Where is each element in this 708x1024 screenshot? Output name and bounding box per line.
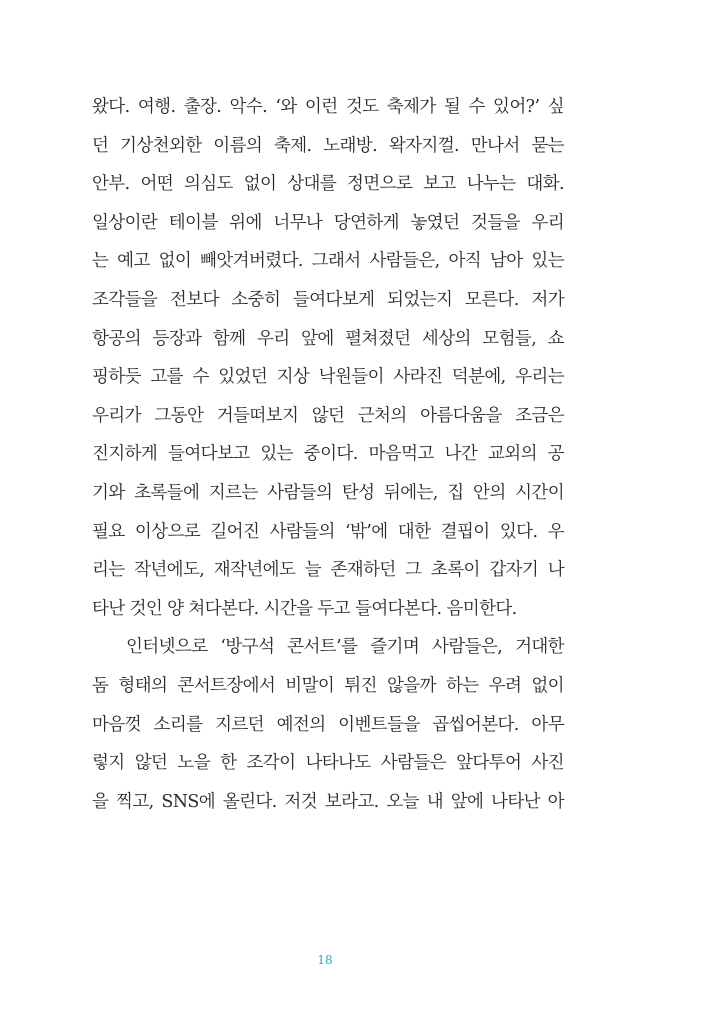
text-line: 안부. 어떤 의심도 없이 상대를 정면으로 보고 나누는 대화.	[92, 174, 564, 195]
text-line: 마음껏 소리를 지르던 예전의 이벤트들을 곱씹어본다. 아무	[92, 714, 564, 735]
text-line: 기와 초록들에 지르는 사람들의 탄성 뒤에는, 집 안의 시간이	[92, 482, 564, 503]
text-line: 리는 작년에도, 재작년에도 늘 존재하던 그 초록이 갑자기 나	[92, 560, 564, 581]
text-line: 을 찍고, SNS에 올린다. 저것 보라고. 오늘 내 앞에 나타난 아	[92, 791, 564, 812]
text-line: 렇지 않던 노을 한 조각이 나타나도 사람들은 앞다투어 사진	[92, 753, 564, 774]
text-line: 돔 형태의 콘서트장에서 비말이 튀진 않을까 하는 우려 없이	[92, 675, 564, 696]
paragraph-2	[92, 628, 564, 821]
text-line: 항공의 등장과 함께 우리 앞에 펼쳐졌던 세상의 모험들, 쇼	[92, 328, 564, 349]
text-line: 조각들을 전보다 소중히 들여다보게 되었는지 모른다. 저가	[92, 289, 564, 310]
paragraph-1	[92, 88, 564, 628]
text-line: 던 기상천외한 이름의 축제. 노래방. 왁자지껄. 만나서 묻는	[92, 135, 564, 156]
text-line: 왔다. 여행. 출장. 악수. ‘와 이런 것도 축제가 될 수 있어?’ 싶	[92, 97, 564, 117]
body-text	[92, 88, 564, 821]
text-line: 필요 이상으로 길어진 사람들의 ‘밖’에 대한 결핍이 있다. 우	[92, 521, 564, 542]
text-line: 진지하게 들여다보고 있는 중이다. 마음먹고 나간 교외의 공	[92, 444, 564, 465]
text-line: 핑하듯 고를 수 있었던 지상 낙원들이 사라진 덕분에, 우리는	[92, 367, 564, 388]
text-line: 타난 것인 양 쳐다본다. 시간을 두고 들여다본다. 음미한다.	[92, 598, 517, 619]
text-line: 일상이란 테이블 위에 너무나 당연하게 놓였던 것들을 우리	[92, 212, 564, 233]
text-line: 우리가 그동안 거들떠보지 않던 근처의 아름다움을 조금은	[92, 405, 564, 426]
text-line: 인터넷으로 ‘방구석 콘서트’를 즐기며 사람들은, 거대한	[126, 637, 564, 658]
page-number: 18	[317, 953, 333, 967]
text-line: 는 예고 없이 빼앗겨버렸다. 그래서 사람들은, 아직 남아 있는	[92, 251, 564, 272]
